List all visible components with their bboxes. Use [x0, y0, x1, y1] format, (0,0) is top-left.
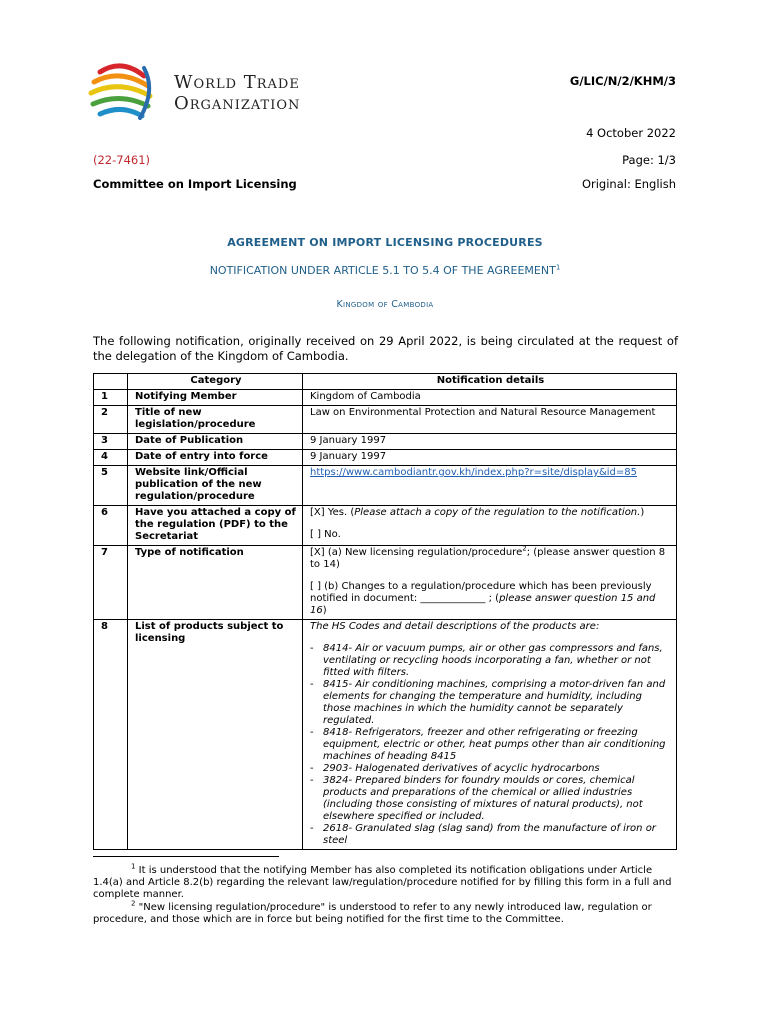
row-number: 2: [94, 406, 128, 434]
row-detail: [303, 546, 677, 620]
row-category: Have you attached a copy of the regulation (PDF) to the Secretariat: [128, 506, 303, 546]
original-language: Original: English: [581, 177, 676, 191]
list-item: - 8415- Air conditioning machines, comprising a motor-driven fan and elements for changing the temperature and humidity, including those machines in which the humidity cannot be separately regulated.: [310, 679, 671, 727]
footnote-number: 1: [131, 862, 136, 871]
row-number: 3: [94, 434, 128, 450]
header-details: Notification details: [303, 374, 677, 390]
row-category: Date of entry into force: [128, 450, 303, 466]
attachment-no-option: [ ] No.: [310, 529, 341, 540]
row-number: 1: [94, 390, 128, 406]
row-number: 4: [94, 450, 128, 466]
table-row: [94, 450, 677, 466]
subtitle-text: NOTIFICATION UNDER ARTICLE 5.1 TO 5.4 OF THE AGREEMENT: [209, 264, 556, 277]
list-item: - 2618- Granulated slag (slag sand) from the manufacture of iron or steel: [310, 823, 671, 847]
row-detail: Kingdom of Cambodia: [303, 390, 677, 406]
list-item: - 2903- Halogenated derivatives of acyclic hydrocarbons: [310, 763, 671, 775]
footnote-1: [93, 862, 678, 901]
list-item: - 3824- Prepared binders for foundry moulds or cores, chemical products and preparations of the chemical or allied industries (including those consisting of mixtures of natural products), not elsewhere specified or included.: [310, 775, 671, 823]
website-link[interactable]: https://www.cambodiantr.gov.kh/index.php?r=site/display&id=85: [310, 467, 637, 478]
notification-table: [93, 373, 677, 850]
page-number: Page: 1/3: [622, 153, 676, 167]
row-category: Notifying Member: [128, 390, 303, 406]
table-row: [94, 620, 677, 850]
hs-code-list: [310, 643, 671, 847]
document-title: AGREEMENT ON IMPORT LICENSING PROCEDURES: [227, 236, 543, 249]
header-category: Category: [128, 374, 303, 390]
table-row: [94, 466, 677, 506]
footnote-separator: [93, 856, 279, 857]
footnote-text: It is understood that the notifying Member has also completed its notification obligations under Article 1.4(a) and Article 8.2(b) regarding the relevant law/regulation/procedure notified for by filling this form in a full and complete manner.: [93, 865, 672, 900]
row-category: Title of new legislation/procedure: [128, 406, 303, 434]
table-row: [94, 506, 677, 546]
notification-type-a: [X] (a) New licensing regulation/procedure$^2$; (please answer question 8 to 14): [310, 544, 666, 570]
table-row: [94, 434, 677, 450]
row-detail: [303, 466, 677, 506]
document-date: 4 October 2022: [586, 126, 676, 140]
table-header-row: [94, 374, 677, 390]
row-category: Website link/Official publication of the new regulation/procedure: [128, 466, 303, 506]
wordmark-line-2: Organization: [174, 93, 301, 114]
document-symbol: G/LIC/N/2/KHM/3: [569, 74, 676, 88]
subtitle-footnote-ref: 1: [555, 263, 561, 272]
footnote-text: "New licensing regulation/procedure" is understood to refer to any newly introduced law, regulation or procedure, and those which are in force but being notified for the first time to the Committee.: [93, 902, 652, 925]
intro-paragraph: The following notification, originally received on 29 April 2022, is being circulated at the request of the delegation of the Kingdom of Cambodia.: [93, 334, 678, 363]
row-detail: [303, 506, 677, 546]
list-item: - 8414- Air or vacuum pumps, air or other gas compressors and fans, ventilating or recycling hoods incorporating a fan, whether or not fitted with filters.: [310, 643, 671, 679]
row-category: List of products subject to licensing: [128, 620, 303, 850]
row-number: 5: [94, 466, 128, 506]
document-reference: (22-7461): [93, 153, 151, 167]
document-subtitle: [0, 264, 770, 277]
row-detail: Law on Environmental Protection and Natural Resource Management: [303, 406, 677, 434]
row-detail: 9 January 1997: [303, 434, 677, 450]
list-item: - 8418- Refrigerators, freezer and other refrigerating or freezing equipment, electric or other, heat pumps other than air conditioning machines of heading 8415: [310, 727, 671, 763]
table-row: [94, 390, 677, 406]
committee-name: Committee on Import Licensing: [93, 177, 297, 191]
wto-emblem-icon: [86, 56, 158, 126]
row-category: Date of Publication: [128, 434, 303, 450]
row-detail: [303, 620, 677, 850]
table-row: [94, 406, 677, 434]
footnote-number: 2: [131, 899, 136, 908]
table-row: [94, 546, 677, 620]
row-detail: 9 January 1997: [303, 450, 677, 466]
header-num-cell: [94, 374, 128, 390]
member-heading: Kingdom of Cambodia: [336, 299, 434, 310]
wordmark-line-1: World Trade: [174, 72, 300, 93]
notification-type-b: [ ] (b) Changes to a regulation/procedure which has been previously notified in document: _____________ ; (please answer question 15 and 16): [310, 581, 656, 616]
row-number: 6: [94, 506, 128, 546]
wto-logo: [86, 56, 336, 126]
wto-wordmark: [174, 72, 344, 114]
footnote-ref-2: 2: [522, 544, 527, 553]
hs-codes-intro: The HS Codes and detail descriptions of the products are:: [310, 621, 600, 632]
row-category: Type of notification: [128, 546, 303, 620]
footnote-2: [93, 899, 678, 926]
row-number: 8: [94, 620, 128, 850]
attachment-yes-option: [X] Yes. (Please attach a copy of the regulation to the notification.): [310, 507, 645, 518]
row-number: 7: [94, 546, 128, 620]
